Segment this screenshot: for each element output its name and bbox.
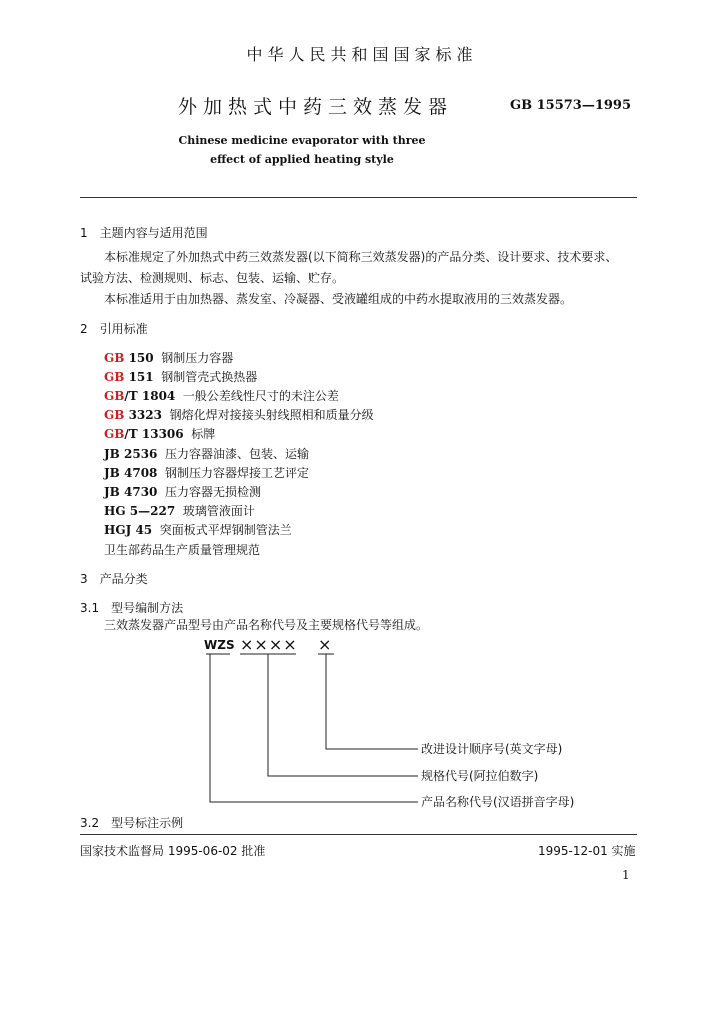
ref-prefix: GB bbox=[104, 370, 125, 384]
section1-para2: 本标准适用于由加热器、蒸发室、冷凝器、受液罐组成的中药水提取液用的三效蒸发器。 bbox=[104, 292, 573, 306]
ref-title: 突面板式平焊钢制管法兰 bbox=[159, 523, 292, 537]
section1-para1-line1: 本标准规定了外加热式中药三效蒸发器(以下简称三效蒸发器)的产品分类、设计要求、技术要求、 bbox=[104, 250, 618, 264]
ref-title: 玻璃管液面计 bbox=[182, 504, 255, 518]
national-standard-heading: 中华人民共和国国家标准 bbox=[246, 45, 478, 64]
section3-heading: 3 产品分类 bbox=[80, 572, 148, 586]
ref-code: HG 5—227 bbox=[104, 504, 176, 518]
spec-leader-line bbox=[268, 654, 418, 776]
ref-code: 150 bbox=[124, 351, 154, 365]
page-number: 1 bbox=[622, 868, 630, 882]
implementation-date: 1995-12-01 实施 bbox=[538, 844, 636, 858]
ref-prefix: GB bbox=[104, 427, 125, 441]
design-leader-line bbox=[326, 654, 418, 749]
english-title-line2: effect of applied heating style bbox=[210, 153, 394, 166]
spec-placeholder-marks: ×××× bbox=[240, 635, 298, 654]
design-placeholder-mark: × bbox=[318, 635, 332, 654]
section3-2-heading: 3.2 型号标注示例 bbox=[80, 816, 184, 830]
ref-title: 钢制管壳式换热器 bbox=[161, 370, 258, 384]
approval-date: 国家技术监督局 1995-06-02 批准 bbox=[80, 844, 266, 858]
model-prefix-label: WZS bbox=[204, 638, 235, 652]
name-label: 产品名称代号(汉语拼音字母) bbox=[421, 795, 575, 809]
section3-1-text: 三效蒸发器产品型号由产品名称代号及主要规格代号等组成。 bbox=[104, 618, 429, 632]
section2-heading: 2 引用标准 bbox=[80, 322, 148, 336]
ref-title: 钢制压力容器焊接工艺评定 bbox=[165, 466, 310, 480]
ref-code: JB 2536 bbox=[104, 447, 158, 461]
standard-code: GB 15573—1995 bbox=[510, 98, 632, 113]
ref-code: 3323 bbox=[124, 408, 162, 422]
ref-title: 压力容器油漆、包装、运输 bbox=[165, 447, 310, 461]
section3-1-heading: 3.1 型号编制方法 bbox=[80, 601, 184, 615]
ref-prefix: GB bbox=[104, 389, 125, 403]
reference-item-last: 卫生部药品生产质量管理规范 bbox=[104, 543, 261, 557]
section1-heading: 1 主题内容与适用范围 bbox=[80, 226, 208, 240]
section1-para1-line2: 试验方法、检测规则、标志、包装、运输、贮存。 bbox=[80, 271, 345, 285]
ref-title: 一般公差线性尺寸的未注公差 bbox=[182, 389, 339, 403]
name-leader-line bbox=[210, 654, 418, 802]
document-title: 外加热式中药三效蒸发器 bbox=[178, 96, 454, 118]
ref-prefix: GB bbox=[104, 351, 125, 365]
ref-title: 钢制压力容器 bbox=[161, 351, 234, 365]
spec-label: 规格代号(阿拉伯数字) bbox=[421, 769, 539, 783]
ref-title: 压力容器无损检测 bbox=[165, 485, 262, 499]
ref-code: /T 13306 bbox=[124, 427, 184, 441]
ref-code: JB 4730 bbox=[104, 485, 158, 499]
ref-code: HGJ 45 bbox=[104, 523, 153, 537]
ref-code: JB 4708 bbox=[104, 466, 158, 480]
ref-code: /T 1804 bbox=[124, 389, 176, 403]
ref-prefix: GB bbox=[104, 408, 125, 422]
design-label: 改进设计顺序号(英文字母) bbox=[421, 742, 563, 756]
ref-code: 151 bbox=[124, 370, 154, 384]
footer-rule bbox=[80, 834, 637, 835]
english-title-line1: Chinese medicine evaporator with three bbox=[178, 134, 426, 147]
ref-title: 标牌 bbox=[191, 427, 216, 441]
ref-title: 钢熔化焊对接接头射线照相和质量分级 bbox=[169, 408, 374, 422]
